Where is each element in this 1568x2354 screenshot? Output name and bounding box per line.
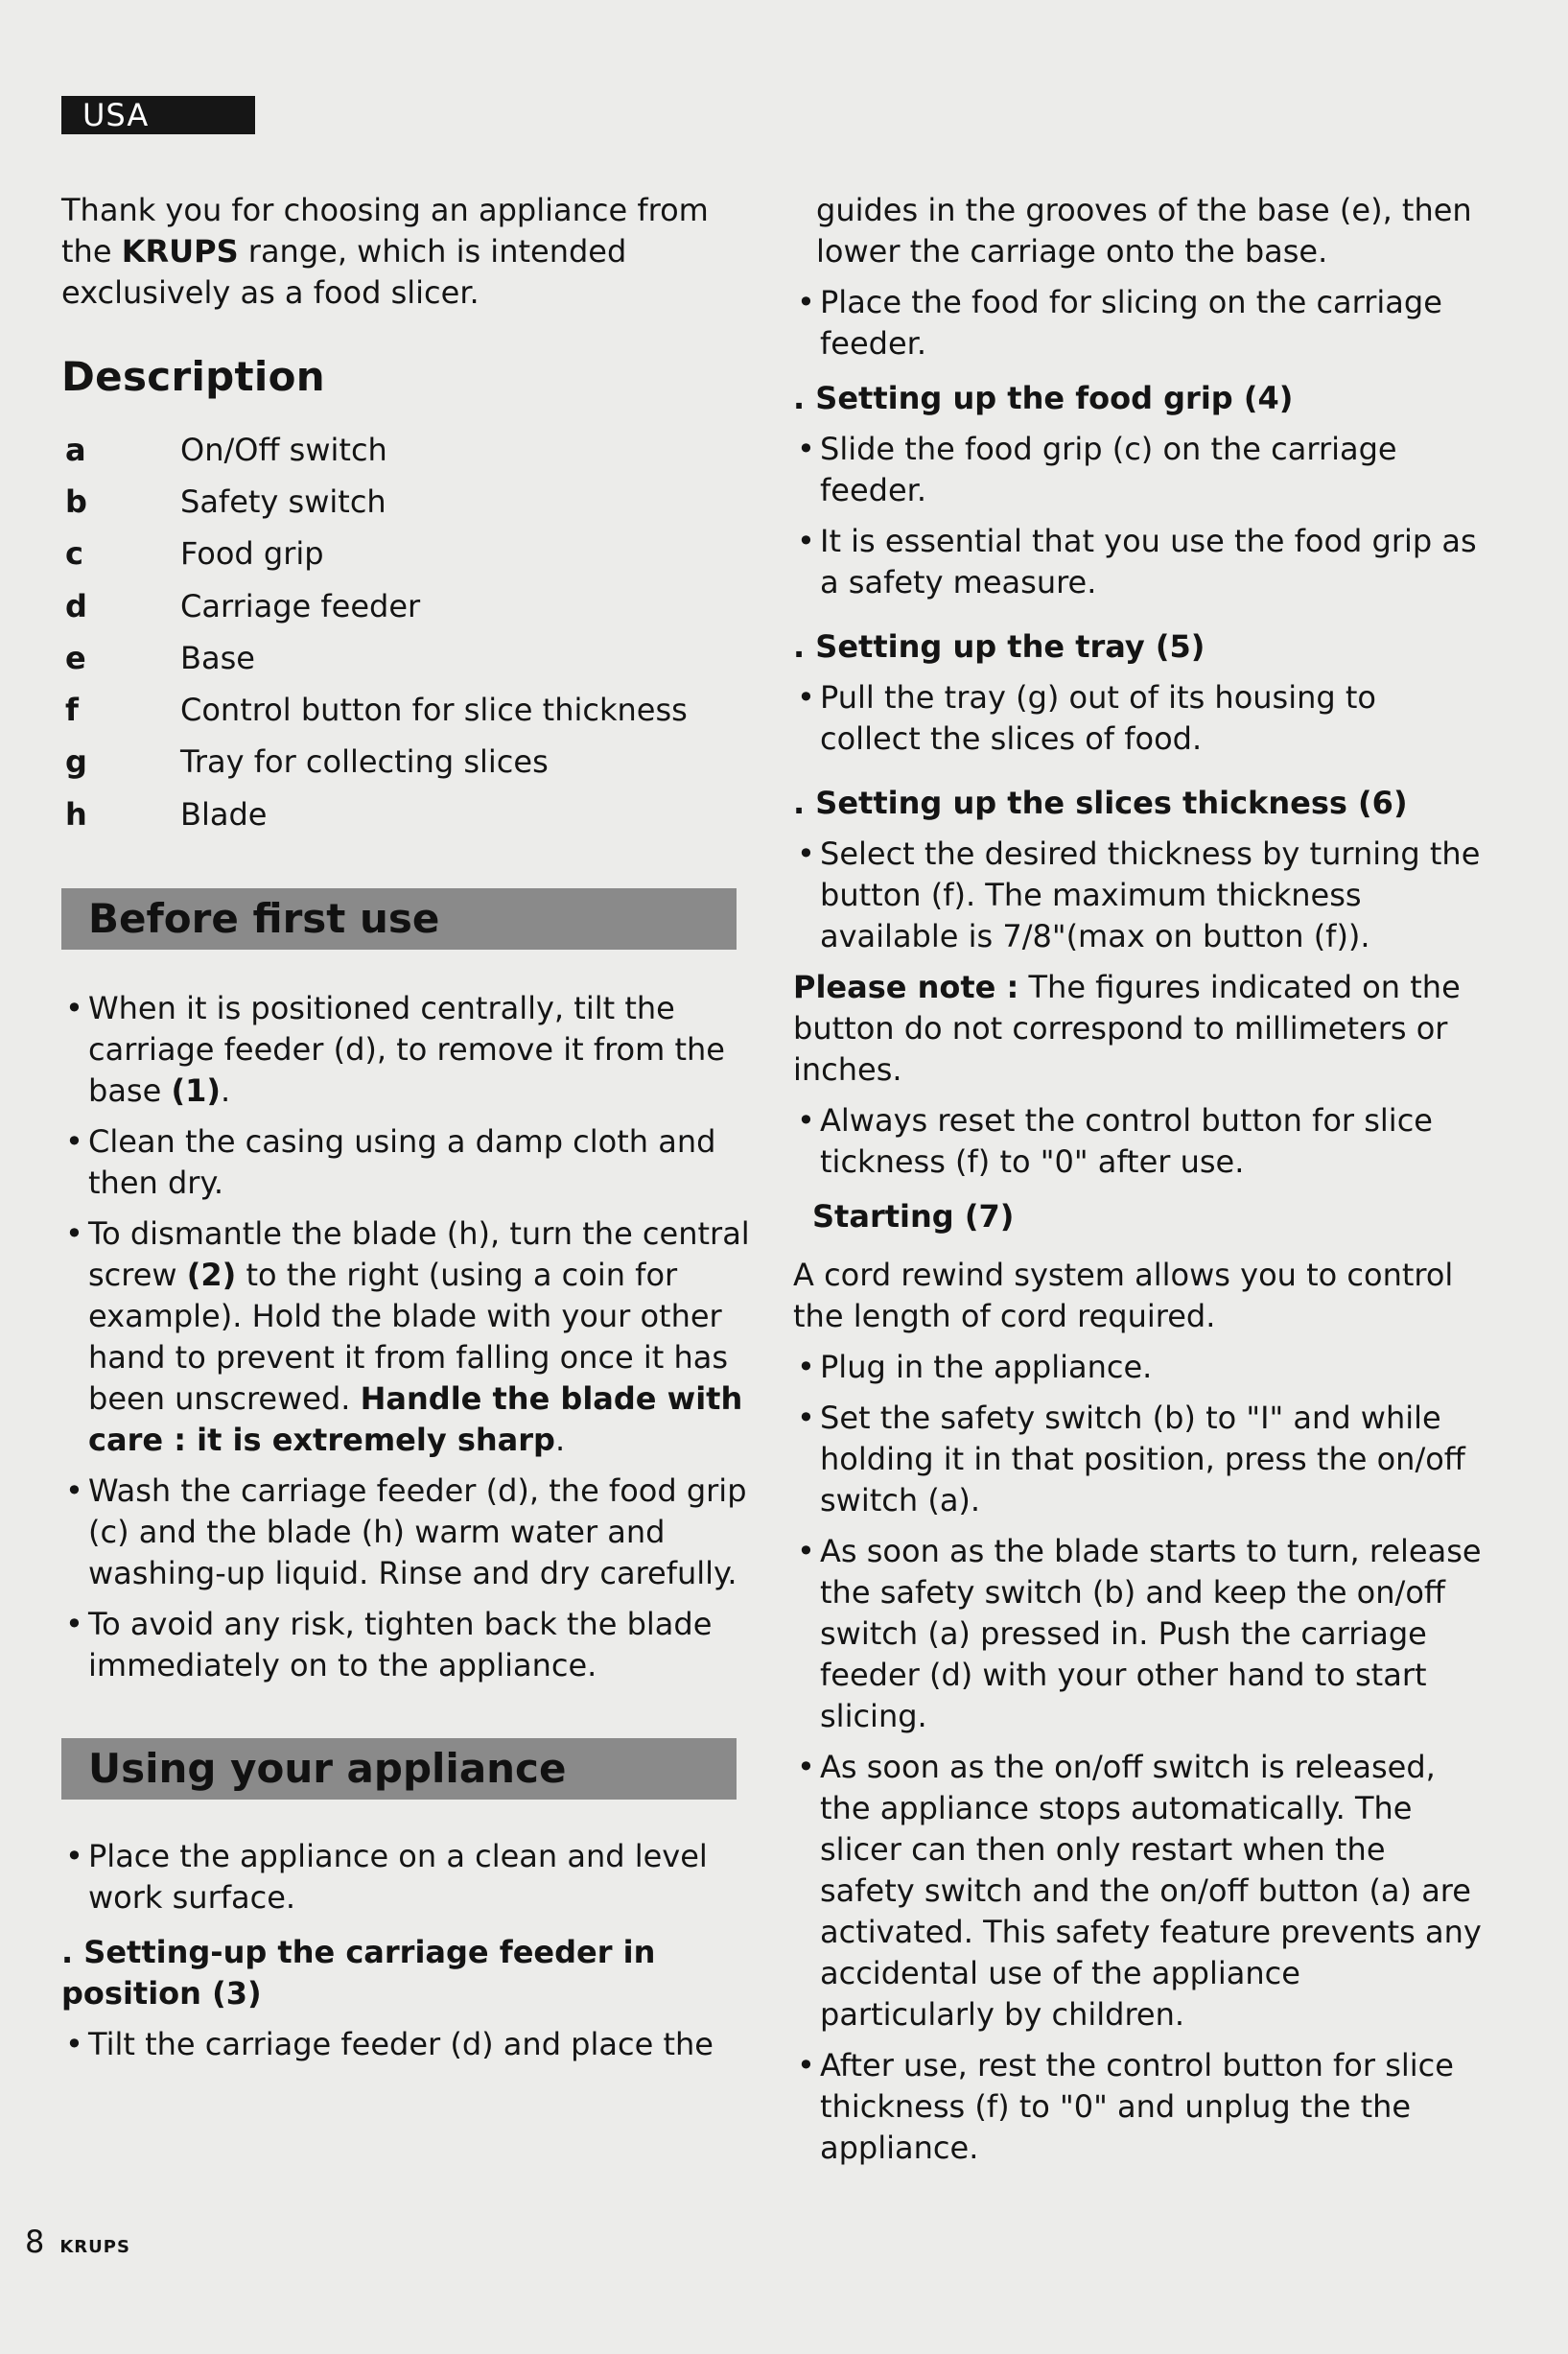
page-footer <box>25 2224 130 2260</box>
page-number: 8 <box>25 2224 45 2260</box>
intro-paragraph <box>61 190 752 314</box>
item-text: Plug in the appliance. <box>820 1349 1153 1385</box>
description-item <box>61 580 752 632</box>
item-text: Place the appliance on a clean and level work surface. <box>88 1838 708 1917</box>
item-text: Safety switch <box>180 483 386 520</box>
item-text: Wash the carriage feeder (d), the food grip (c) and the blade (h) warm water and washing-up liquid. Rinse and dry carefully. <box>88 1472 747 1592</box>
item-text: Food grip <box>180 535 324 573</box>
before-first-use-list <box>61 988 752 1686</box>
item-text: Pull the tray (g) out of its housing to collect the slices of food. <box>820 679 1376 757</box>
item-text: As soon as the on/off switch is released, the appliance stops automatically. The slicer can then only restart when the safety switch and the on/off button (a) are activated. This safety feature prevents any accidental use of the appliance particularly by children. <box>820 1749 1482 2033</box>
cord-paragraph: A cord rewind system allows you to control the length of cord required. <box>793 1257 1454 1334</box>
bullet-icon: • <box>797 2047 815 2083</box>
thickness-subheading: . Setting up the slices thickness (6) <box>793 785 1408 821</box>
carriage-feeder-subheading: . Setting-up the carriage feeder in position (3) <box>61 1934 656 2013</box>
item-letter: d <box>65 587 87 624</box>
figure-ref: (2) <box>186 1257 237 1294</box>
item-text: Blade <box>180 795 268 833</box>
item-text: Place the food for slicing on the carriage feeder. <box>820 284 1442 362</box>
bullet-icon: • <box>797 1102 815 1139</box>
item-text-end: . <box>554 1422 566 1459</box>
item-text: Carriage feeder <box>180 587 421 624</box>
list-item <box>61 1121 752 1204</box>
bullet-icon: • <box>797 1533 815 1569</box>
item-text: After use, rest the control button for slice thickness (f) to "0" and unplug the the appliance. <box>820 2047 1454 2166</box>
item-text: to the right (using a coin for example). Hold the blade with your other hand to prevent it from falling once it has been unscrewed. <box>88 1257 729 1418</box>
bullet-icon: • <box>65 2026 83 2063</box>
starting-subheading: Starting (7) <box>812 1198 1015 1235</box>
list-item <box>793 677 1484 760</box>
left-column <box>61 190 752 2075</box>
using-appliance-list <box>61 1836 752 2065</box>
intro-text: Thank you for choosing an appliance from the <box>61 192 709 270</box>
item-letter: g <box>65 743 87 781</box>
description-list <box>61 424 752 840</box>
item-text: When it is positioned centrally, tilt the carriage feeder (d), to remove it from the base <box>88 990 725 1110</box>
warning-text: Handle the blade with care : it is extremely sharp <box>88 1380 743 1459</box>
before-first-use-heading: Before first use <box>61 888 737 950</box>
item-text: It is essential that you use the food grip as a safety measure. <box>820 523 1477 600</box>
using-appliance-heading: Using your appliance <box>61 1738 737 1800</box>
note-text: The figures indicated on the button do not correspond to millimeters or inches. <box>793 969 1461 1088</box>
item-letter: c <box>65 535 83 573</box>
bullet-icon: • <box>65 990 83 1027</box>
bullet-icon: • <box>65 1838 83 1875</box>
footer-brand: KRUPS <box>59 2237 130 2257</box>
list-item <box>61 1213 752 1461</box>
bullet-icon: • <box>797 523 815 559</box>
list-item <box>61 1471 752 1594</box>
bullet-icon: • <box>65 1123 83 1161</box>
item-letter: e <box>65 639 86 676</box>
description-item <box>61 529 752 580</box>
list-item <box>793 429 1484 511</box>
item-text-end: . <box>220 1072 231 1110</box>
intro-text-end: range, which is intended exclusively as a food slicer. <box>61 233 627 311</box>
right-column <box>793 190 1484 2178</box>
description-item <box>61 424 752 476</box>
description-item <box>61 737 752 789</box>
list-item <box>793 1100 1484 1183</box>
item-text: Tilt the carriage feeder (d) and place the <box>88 2026 714 2063</box>
description-heading: Description <box>61 353 325 400</box>
list-item <box>793 521 1484 603</box>
list-item <box>793 1531 1484 1737</box>
list-item <box>61 1836 752 1919</box>
item-text: Select the desired thickness by turning the button (f). The maximum thickness available is 7/8"(max on button (f)). <box>820 836 1481 954</box>
item-text: Always reset the control button for slice tickness (f) to "0" after use. <box>820 1102 1433 1180</box>
bullet-icon: • <box>797 284 815 320</box>
bullet-icon: • <box>797 431 815 467</box>
item-text: To dismantle the blade (h), turn the central screw <box>88 1215 750 1294</box>
item-letter: h <box>65 795 87 833</box>
list-item <box>61 2024 752 2065</box>
item-text: To avoid any risk, tighten back the blade immediately on to the appliance. <box>88 1606 713 1684</box>
description-item <box>61 632 752 684</box>
language-badge: USA <box>61 96 255 134</box>
list-item <box>793 1398 1484 1521</box>
bullet-icon: • <box>65 1472 83 1510</box>
food-grip-subheading: . Setting up the food grip (4) <box>793 380 1294 416</box>
item-letter: b <box>65 483 87 520</box>
bullet-icon: • <box>797 679 815 716</box>
item-text: Control button for slice thickness <box>180 692 688 729</box>
bullet-icon: • <box>797 1749 815 1785</box>
description-item <box>61 476 752 528</box>
item-text: Tray for collecting slices <box>180 743 549 781</box>
item-text: Clean the casing using a damp cloth and then dry. <box>88 1123 716 1202</box>
bullet-icon: • <box>65 1215 83 1253</box>
description-item <box>61 789 752 840</box>
note-label: Please note : <box>793 969 1019 1005</box>
continued-text: guides in the grooves of the base (e), then lower the carriage onto the base. <box>816 192 1472 270</box>
list-item <box>61 988 752 1112</box>
intro-brand: KRUPS <box>121 233 239 270</box>
bullet-icon: • <box>797 836 815 872</box>
list-item <box>61 1604 752 1686</box>
list-item <box>793 1347 1484 1388</box>
figure-ref: (1) <box>171 1072 221 1110</box>
list-item <box>793 282 1484 365</box>
bullet-icon: • <box>797 1349 815 1385</box>
item-text: Base <box>180 639 255 676</box>
item-text: Slide the food grip (c) on the carriage feeder. <box>820 431 1397 508</box>
list-item <box>793 2045 1484 2169</box>
bullet-icon: • <box>65 1606 83 1643</box>
list-item <box>793 1747 1484 2036</box>
item-text: Set the safety switch (b) to "I" and while holding it in that position, press the on/off switch (a). <box>820 1400 1465 1518</box>
item-letter: a <box>65 431 86 468</box>
item-text: As soon as the blade starts to turn, release the safety switch (b) and keep the on/off switch (a) pressed in. Push the carriage feeder (d) with your other hand to start slicing. <box>820 1533 1482 1734</box>
item-text: On/Off switch <box>180 431 387 468</box>
description-item <box>61 684 752 736</box>
tray-subheading: . Setting up the tray (5) <box>793 628 1205 665</box>
note-paragraph <box>793 967 1484 1091</box>
list-item <box>793 834 1484 957</box>
item-letter: f <box>65 692 79 729</box>
bullet-icon: • <box>797 1400 815 1436</box>
